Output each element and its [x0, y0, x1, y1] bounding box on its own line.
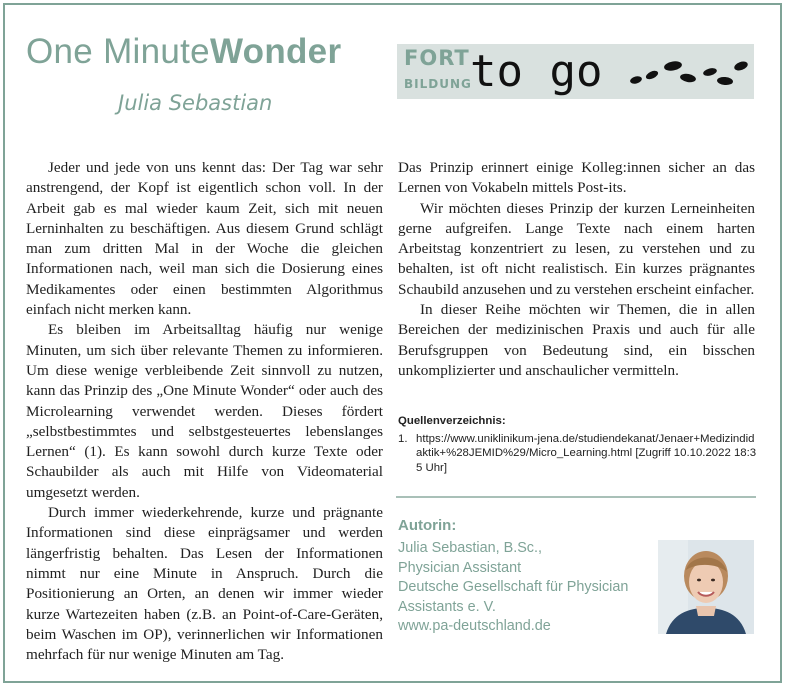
author-details: [398, 539, 628, 637]
paragraph: Das Prinzip erinnert einige Kolleg:innen sicher an das Lernen von Vokabeln mittels Post-its.: [398, 159, 755, 197]
paragraph: Durch immer wiederkehrende, kurze und prägnante Informationen sind diese einprägsamer und werden längerfristig behalten. Das Lesen der Informationen nimmt nur eine Minute in Anspruch. Durch die Positionierung an Orten, an denen wir immer wieder kurze Wartezeiten haben (z.B. an Point-of-Care-Geräten, beim Waschen im OP), verinnerlichen wir Informationen mehrfach für nur wenige Minuten am Tag.: [26, 504, 383, 664]
banner-fort: FORT: [404, 46, 470, 70]
author-label: Autorin:: [398, 517, 457, 534]
paragraph: In dieser Reihe möchten wir Themen, die in allen Bereichen der medizinischen Praxis und auch für alle Berufsgruppen von Bedeutung sind, ein bisschen unkomplizierter und anschaulicher vermitteln.: [398, 301, 755, 379]
author-org: Deutsche Gesellschaft für Physician: [398, 579, 629, 595]
title-bold: Wonder: [209, 32, 342, 71]
reference-number: 1.: [398, 432, 408, 445]
banner-to-go: to go: [470, 46, 603, 97]
footprints-icon: [628, 56, 750, 90]
divider: [396, 496, 756, 498]
title-light: One Minute: [26, 32, 210, 71]
reference-item: [398, 432, 758, 476]
author-website-link[interactable]: www.pa-deutschland.de: [398, 618, 551, 634]
author-org-cont: Assistants e. V.: [398, 598, 496, 615]
reference-link[interactable]: https://www.uniklinikum-jena.de/studiendekanat/Jenaer+Medizindidaktik+%28JEMID%29/Micro_Learning.html [Zugriff 10.10.2022 18:35 Uhr]: [416, 432, 757, 474]
byline: Julia Sebastian: [118, 91, 273, 115]
banner-bildung: BILDUNG: [404, 77, 472, 91]
references: [398, 414, 758, 475]
body-column-left: [26, 158, 383, 665]
paragraph: Wir möchten dieses Prinzip der kurzen Lerneinheiten gerne aufgreifen. Lange Texte nach einem harten Arbeitstag konzentriert zu lesen, zu verstehen und zu behalten, ist oft nicht realistisch. Ein kurzes prägnantes Schaubild anzusehen und zu verstehen erscheint einfacher.: [398, 199, 755, 298]
paragraph: Es bleiben im Arbeitsalltag häufig nur wenige Minuten, um sich über relevante Themen zu informieren. Um diese wenige verbleibende Zeit sinnvoll zu nutzen, kann das Prinzip des „One Minute Wonder“ oder auch des Microlearning verwendet werden. Dieses fördert „selbstbestimmtes und selbstgesteuertes lebenslanges Lernen“ (1). Es kann sowohl durch kurze Texte oder Schaubilder als auch mit Hilfe von Videomaterial umgesetzt werden.: [26, 321, 383, 501]
author-photo: [658, 540, 754, 634]
author-role: Physician Assistant: [398, 559, 522, 576]
paragraph: Jeder und jede von uns kennt das: Der Tag war sehr anstrengend, der Kopf ist eigentlich schon voll. In der Arbeit gab es mal wieder kaum Zeit, sich mit neuen Lerninhalten zu beschäftigen. Aus diesem Grund schlägt man zum dritten Mal in der Woche die gleichen Informationen nach, weil man sich die Dosierung eines Medikamentes oder einen bestimmten Algorithmus einfach nicht merken kann.: [26, 159, 383, 319]
body-column-right: [398, 158, 755, 381]
author-name: Julia Sebastian, B.Sc.,: [398, 540, 542, 556]
references-heading: Quellenverzeichnis:: [398, 415, 506, 427]
page-title: [26, 30, 341, 74]
